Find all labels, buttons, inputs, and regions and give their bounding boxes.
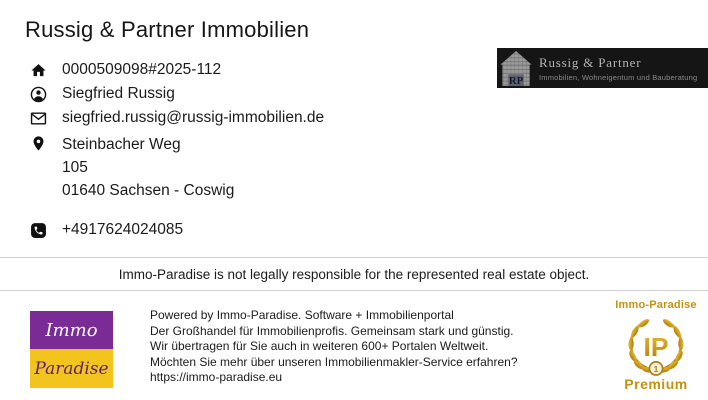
agency-house-icon	[499, 50, 533, 87]
agency-monogram: RP	[508, 74, 524, 87]
agency-name: Russig & Partner	[539, 54, 642, 70]
agency-logo	[497, 48, 708, 88]
disclaimer-text: Immo-Paradise is not legally responsible for the represented real estate object.	[118, 266, 590, 282]
page-title: Russig & Partner Immobilien	[25, 17, 310, 42]
email-link[interactable]: siegfried.russig@russig-immobilien.de	[62, 109, 325, 126]
premium-badge-brand: Immo-Paradise	[615, 299, 697, 311]
agency-subtitle: Immobilien, Wohneigentum und Bauberatung	[539, 72, 698, 82]
phone-icon	[30, 222, 47, 239]
footer-line-4: Möchten Sie mehr über unseren Immobilienmakler-Service erfahren?	[150, 354, 518, 369]
house-icon	[30, 62, 47, 79]
medal-rank: 1	[653, 363, 659, 374]
footer-text-block	[150, 308, 560, 386]
phone-row	[30, 221, 183, 239]
footer-url[interactable]: https://immo-paradise.eu	[150, 370, 283, 385]
address-number: 105	[62, 159, 88, 176]
object-id-row	[30, 61, 221, 79]
footer-line-3: Wir übertragen für Sie auch in weiteren 600+ Portalen Weltweit.	[150, 339, 489, 354]
location-pin-icon	[30, 135, 47, 152]
immo-paradise-logo-bottom: Paradise	[30, 349, 113, 388]
footer-line-2: Der Großhandel für Immobilienprofis. Gemeinsam stark und günstig.	[150, 323, 514, 338]
disclaimer-band	[0, 257, 708, 291]
laurel-wreath-icon	[617, 312, 695, 376]
address-street: Steinbacher Weg	[62, 136, 181, 153]
person-icon	[30, 86, 47, 103]
object-id: 0000509098#2025-112	[62, 61, 222, 78]
footer-line-1: Powered by Immo-Paradise. Software + Immobilienportal	[150, 308, 454, 322]
immo-paradise-logo	[30, 311, 113, 388]
immo-paradise-logo-top: Immo	[30, 311, 113, 349]
email-row	[30, 109, 324, 127]
phone-number: +4917624024085	[62, 221, 184, 238]
address	[62, 133, 234, 202]
envelope-icon	[30, 110, 47, 127]
agent-name: Siegfried Russig	[62, 85, 175, 102]
premium-badge-label: Premium	[624, 376, 688, 392]
premium-badge	[604, 299, 708, 392]
agent-row	[30, 85, 175, 103]
address-row	[30, 133, 234, 202]
address-city: 01640 Sachsen - Coswig	[62, 182, 235, 199]
premium-badge-monogram: IP	[643, 332, 669, 363]
